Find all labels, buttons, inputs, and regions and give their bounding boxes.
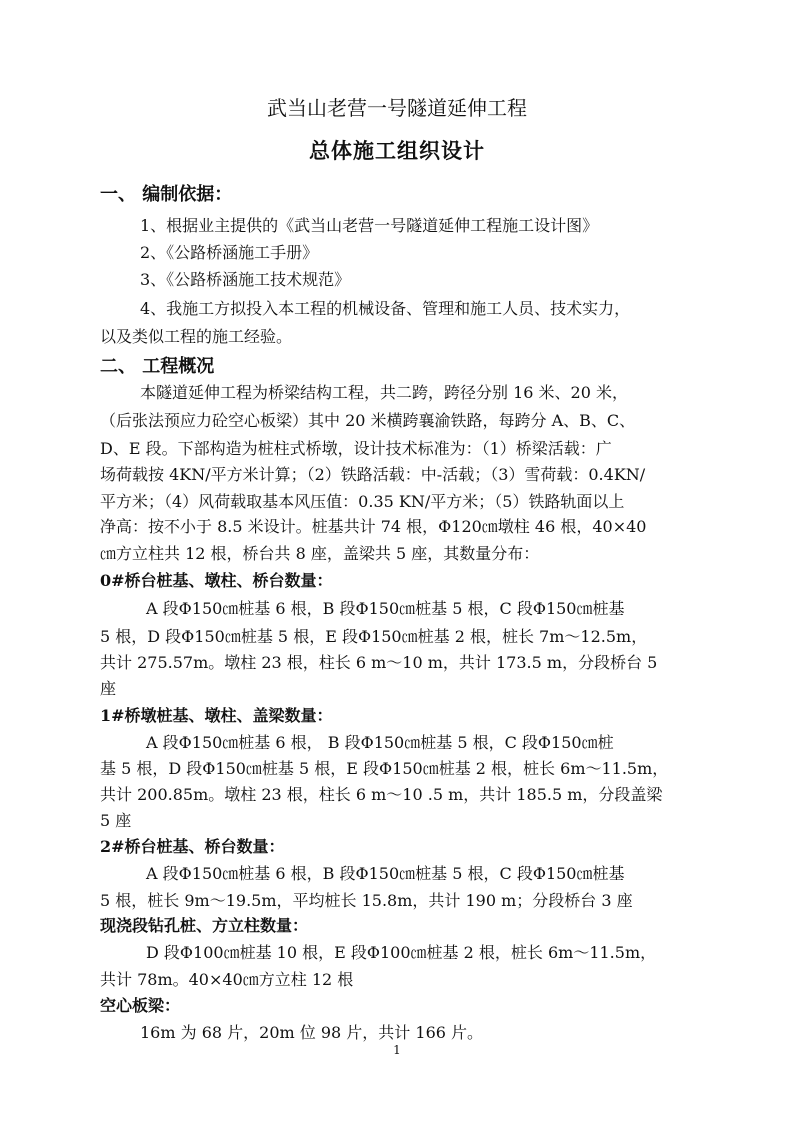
subheading-cast-in-place: 现浇段钻孔桩、方立柱数量：	[100, 916, 309, 935]
pier-1-line-3: 共计 200.85m。墩柱 23 根，柱长 6 m～10 .5 m，共计 185.5 m，分段盖梁	[100, 785, 663, 804]
subheading-abutment-2: 2#桥台桩基、桥台数量：	[100, 837, 285, 856]
subheading-pier-1: 1#桥墩桩基、墩柱、盖梁数量：	[100, 706, 333, 725]
overview-line-4: 场荷载按 4KN/平方米计算；（2）铁路活载：中-活载；（3）雪荷载：0.4KN/	[100, 465, 646, 484]
abutment-0-line-1: A 段Φ150㎝桩基 6 根，B 段Φ150㎝桩基 5 根，C 段Φ150㎝桩基	[146, 599, 625, 618]
overview-line-5: 平方米；（4）风荷载取基本风压值：0.35 KN/平方米；（5）铁路轨面以上	[100, 492, 625, 511]
overview-line-3: D、E 段。下部构造为桩柱式桥墩，设计技术标准为：（1）桥梁活载：广	[100, 439, 612, 458]
abutment-0-line-4: 座	[100, 679, 117, 698]
cast-in-place-line-1: D 段Φ100㎝桩基 10 根，E 段Φ100㎝桩基 2 根，桩长 6m～11.5m，	[146, 943, 657, 962]
pier-1-line-2: 基 5 根，D 段Φ150㎝桩基 5 根，E 段Φ150㎝桩基 2 根，桩长 6m～11.5m，	[100, 759, 669, 778]
basis-line-2: 2、《公路桥涵施工手册》	[140, 243, 319, 262]
cast-in-place-line-2: 共计 78m。40×40㎝方立柱 12 根	[100, 970, 354, 989]
document-subtitle: 总体施工组织设计	[309, 138, 485, 163]
subheading-abutment-0: 0#桥台桩基、墩柱、桥台数量：	[100, 571, 333, 590]
abutment-2-line-2: 5 根，桩长 9m～19.5m，平均桩长 15.8m，共计 190 m；分段桥台 3 座	[100, 891, 633, 910]
basis-line-4: 4、我施工方拟投入本工程的机械设备、管理和施工人员、技术实力，	[140, 299, 631, 318]
document-title: 武当山老营一号隧道延伸工程	[267, 96, 527, 120]
section-heading-overview: 二、 工程概况	[100, 356, 215, 377]
abutment-2-line-1: A 段Φ150㎝桩基 6 根，B 段Φ150㎝桩基 5 根，C 段Φ150㎝桩基	[146, 864, 625, 883]
basis-line-1: 1、根据业主提供的《武当山老营一号隧道延伸工程施工设计图》	[140, 216, 599, 235]
abutment-0-line-2: 5 根，D 段Φ150㎝桩基 5 根，E 段Φ150㎝桩基 2 根，桩长 7m～12.5m，	[100, 627, 648, 646]
section-heading-basis: 一、 编制依据：	[100, 184, 233, 205]
basis-line-5: 以及类似工程的施工经验。	[100, 327, 293, 346]
overview-line-6: 净高：按不小于 8.5 米设计。桩基共计 74 根，Φ120㎝墩柱 46 根，40×40	[100, 517, 647, 536]
overview-line-2: （后张法预应力砼空心板梁）其中 20 米横跨襄渝铁路，每跨分 A、B、C、	[100, 411, 636, 430]
basis-line-3: 3、《公路桥涵施工技术规范》	[140, 270, 351, 289]
overview-line-7: ㎝方立柱共 12 根，桥台共 8 座，盖梁共 5 座，其数量分布：	[100, 544, 540, 563]
pier-1-line-4: 5 座	[100, 811, 132, 830]
hollow-slab-line-1: 16m 为 68 片，20m 位 98 片，共计 166 片。	[140, 1023, 484, 1042]
overview-line-1: 本隧道延伸工程为桥梁结构工程，共二跨，跨径分别 16 米、20 米，	[140, 383, 628, 402]
page-number: 1	[393, 1043, 401, 1057]
abutment-0-line-3: 共计 275.57m。墩柱 23 根，柱长 6 m～10 m，共计 173.5 m，分段桥台 5	[100, 653, 658, 672]
subheading-hollow-slab: 空心板梁：	[100, 996, 181, 1015]
pier-1-line-1: A 段Φ150㎝桩基 6 根， B 段Φ150㎝桩基 5 根，C 段Φ150㎝桩	[146, 733, 614, 752]
